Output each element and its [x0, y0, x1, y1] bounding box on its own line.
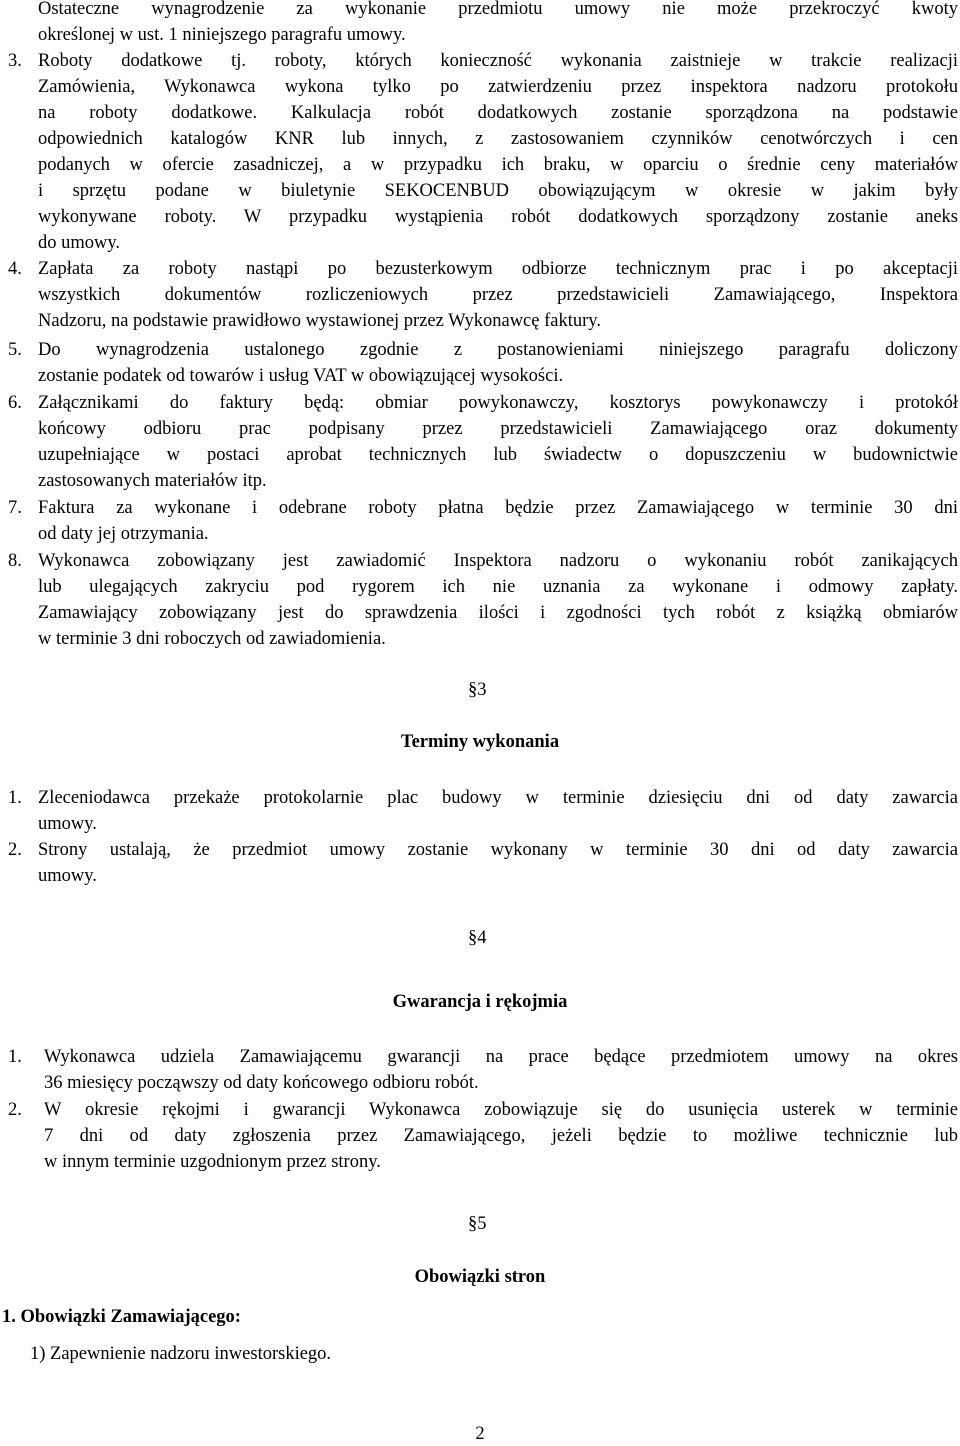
- item-number: 5.: [8, 340, 22, 360]
- text-line: zastosowanych materiałów itp.: [38, 471, 267, 491]
- item-number: 8.: [8, 551, 22, 571]
- text-line: Nadzoru, na podstawie prawidłowo wystawionej przez Wykonawcę faktury.: [38, 311, 601, 331]
- text-line: Roboty dodatkowe tj. roboty, których konieczność wykonania zaistnieje w trakcie realizacji: [38, 51, 958, 71]
- text-line: Ostateczne wynagrodzenie za wykonanie przedmiotu umowy nie może przekroczyć kwoty: [38, 0, 958, 19]
- text-line: Faktura za wykonane i odebrane roboty płatna będzie przez Zamawiającego w terminie 30 dni: [38, 498, 958, 518]
- text-line: i sprzętu podane w biuletynie SEKOCENBUD obowiązującym w okresie w jakim były: [38, 181, 958, 201]
- text-line: określonej w ust. 1 niniejszego paragrafu umowy.: [38, 25, 406, 45]
- text-line: Zamówienia, Wykonawca wykona tylko po zatwierdzeniu przez inspektora nadzoru protokołu: [38, 77, 958, 97]
- text-line: Wykonawca zobowiązany jest zawiadomić Inspektora nadzoru o wykonaniu robót zanikających: [38, 551, 958, 571]
- text-line: odpowiednich katalogów KNR lub innych, z zastosowaniem czynników cenotwórczych i cen: [38, 129, 958, 149]
- item-number: 2.: [8, 840, 22, 860]
- text-line: Zamawiający zobowiązany jest do sprawdzenia ilości i zgodności tych robót z książką obmiarów: [38, 603, 958, 623]
- text-line: Strony ustalają, że przedmiot umowy zostanie wykonany w terminie 30 dni od daty zawarcia: [38, 840, 958, 860]
- section-title-5: Obowiązki stron: [414, 1267, 546, 1287]
- text-line: 7 dni od daty zgłoszenia przez Zamawiającego, jeżeli będzie to możliwe technicznie lub: [44, 1126, 958, 1146]
- text-line: umowy.: [38, 814, 97, 834]
- text-line: 36 miesięcy począwszy od daty końcowego odbioru robót.: [44, 1073, 479, 1093]
- item-number: 1.: [8, 788, 22, 808]
- text-line: uzupełniające w postaci aprobat technicznych lub świadectw o dopuszczeniu w budownictwie: [38, 445, 958, 465]
- text-line: końcowy odbioru prac podpisany przez przedstawicieli Zamawiającego oraz dokumenty: [38, 419, 958, 439]
- section-title-3: Terminy wykonania: [400, 732, 560, 752]
- section-mark-4: §4: [468, 928, 487, 948]
- item-number: 2.: [8, 1100, 22, 1120]
- text-line: na roboty dodatkowe. Kalkulacja robót dodatkowych zostanie sporządzona na podstawie: [38, 103, 958, 123]
- item-number: 6.: [8, 393, 22, 413]
- section-mark-3: §3: [468, 680, 487, 700]
- section5-item-1: 1) Zapewnienie nadzoru inwestorskiego.: [30, 1344, 332, 1364]
- section-mark-5: §5: [468, 1214, 487, 1234]
- item-number: 1.: [8, 1047, 22, 1067]
- item-number: 4.: [8, 259, 22, 279]
- text-line: lub ulegających zakryciu pod rygorem ich nie uznania za wykonane i odmowy zapłaty.: [38, 577, 958, 597]
- text-line: wykonywane roboty. W przypadku wystąpienia robót dodatkowych sporządzony zostanie aneks: [38, 207, 958, 227]
- item-number: 3.: [8, 51, 22, 71]
- section-title-4: Gwarancja i rękojmia: [392, 992, 568, 1012]
- page-number: 2: [475, 1424, 485, 1444]
- text-line: podanych w ofercie zasadniczej, a w przypadku ich braku, w oparciu o średnie ceny materiałów: [38, 155, 958, 175]
- text-line: wszystkich dokumentów rozliczeniowych przez przedstawicieli Zamawiającego, Inspektora: [38, 285, 958, 305]
- text-line: w terminie 3 dni roboczych od zawiadomienia.: [38, 629, 386, 649]
- text-line: Do wynagrodzenia ustalonego zgodnie z postanowieniami niniejszego paragrafu doliczony: [38, 340, 958, 360]
- text-line: umowy.: [38, 866, 97, 886]
- item-number: 7.: [8, 498, 22, 518]
- text-line: do umowy.: [38, 233, 121, 253]
- text-line: W okresie rękojmi i gwarancji Wykonawca zobowiązuje się do usunięcia usterek w terminie: [44, 1100, 958, 1120]
- intro-paragraph: [38, 0, 958, 48]
- text-line: Załącznikami do faktury będą: obmiar powykonawczy, kosztorys powykonawczy i protokół: [38, 393, 958, 413]
- text-line: Wykonawca udziela Zamawiającemu gwarancji na prace będące przedmiotem umowy na okres: [44, 1047, 958, 1067]
- text-line: Zleceniodawca przekaże protokolarnie plac budowy w terminie dziesięciu dni od daty zawarcia: [38, 788, 958, 808]
- text-line: w innym terminie uzgodnionym przez strony.: [44, 1152, 381, 1172]
- text-line: od daty jej otrzymania.: [38, 524, 209, 544]
- section5-subheading: 1. Obowiązki Zamawiającego:: [2, 1307, 241, 1327]
- text-line: zostanie podatek od towarów i usług VAT w obowiązującej wysokości.: [38, 366, 564, 386]
- text-line: Zapłata za roboty nastąpi po bezusterkowym odbiorze technicznym prac i po akceptacji: [38, 259, 958, 279]
